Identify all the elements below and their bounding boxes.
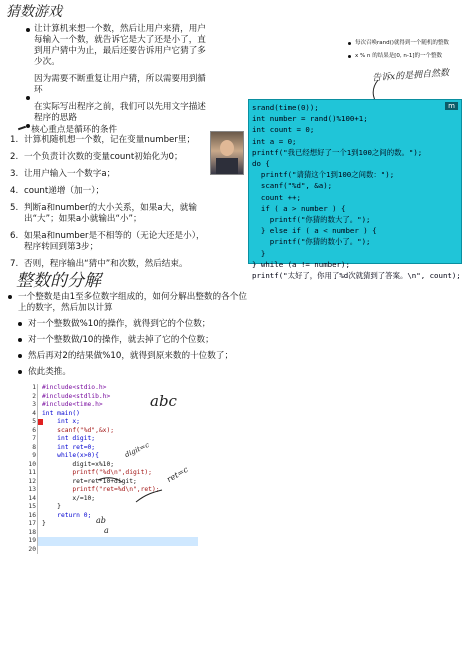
code-line: int count = 0; <box>252 125 315 135</box>
steps-list <box>10 135 210 276</box>
bullet-dot <box>26 96 30 100</box>
code-line: printf("我已经想好了一个1到100之间的数。"); <box>252 147 423 157</box>
step-number: 7. <box>10 259 19 269</box>
code-line: while(x>0){ <box>42 452 99 459</box>
step-number: 2. <box>10 152 19 162</box>
line-number: 12 <box>28 477 36 485</box>
code-line: scanf("%d", &a); <box>252 181 333 191</box>
right-note-1: 每次召唤rand()就得到一个随机的整数 <box>355 40 449 46</box>
page-title: 猜数游戏 <box>6 4 62 20</box>
code-line: int number = rand()%100+1; <box>252 114 368 124</box>
line-number: 14 <box>28 494 36 502</box>
decompose-text-1: 一个整数是由1至多位数字组成的，如何分解出整数的各个位上的数字，然后加以计算 <box>18 292 247 313</box>
code-line: printf("你猜的数小了。"); <box>252 237 371 247</box>
bullet-dot <box>26 28 30 32</box>
code-line: printf("请猜这个1到100之间数："); <box>252 170 395 180</box>
code-line: x/=10; <box>42 494 96 502</box>
code-line: return 0; <box>42 511 92 519</box>
bullet-dot <box>18 370 22 374</box>
right-notes <box>348 40 472 60</box>
code-line: #include<stdlib.h> <box>42 392 111 400</box>
line-number: 1 <box>32 384 36 391</box>
bullet-dot <box>348 55 351 58</box>
code-line: if ( a > number ) { <box>252 203 346 213</box>
annotation-a: a <box>104 526 109 535</box>
bullet-dot <box>348 42 351 45</box>
code-line: int ret=0; <box>42 443 96 451</box>
code-line: } else if ( a < number ) { <box>252 226 377 236</box>
line-number: 4 <box>32 409 36 417</box>
code-line: do { <box>252 159 270 169</box>
code-line: scanf("%d",&x); <box>42 426 115 434</box>
line-number: 17 <box>28 520 36 527</box>
annotation-ab: ab <box>96 516 106 525</box>
line-number: 7 <box>32 435 36 442</box>
instructor-photo <box>210 131 244 175</box>
code-line: } <box>42 503 61 510</box>
line-number: 2 <box>32 392 36 400</box>
step-text: 让用户输入一个数字a； <box>24 169 116 179</box>
avatar-body <box>216 158 238 174</box>
core-note-text: 核心重点是循环的条件 <box>31 125 118 135</box>
decompose-text-4: 然后再对2的结果做%10，就得到原来数的十位数了； <box>28 351 234 361</box>
line-number: 13 <box>28 486 36 493</box>
panel-badge: m <box>445 102 458 110</box>
line-number: 5 <box>32 418 36 425</box>
annotation-abc: abc <box>150 392 177 410</box>
step-text: 计算机随机想一个数，记在变量number里； <box>24 135 196 145</box>
step-text: count递增（加一）； <box>24 186 105 196</box>
code-line: } <box>252 248 266 258</box>
code-line: digit=x%10; <box>42 460 115 468</box>
code-line: } <box>42 520 46 527</box>
line-number: 19 <box>28 537 36 544</box>
handwritten-note: 告诉x的是拥自然数 <box>371 68 450 84</box>
code-panel <box>248 99 462 281</box>
step-number: 6. <box>10 231 19 241</box>
bullet-dot <box>18 338 22 342</box>
decompose-list <box>8 292 248 378</box>
code-line: #include<time.h> <box>42 401 103 408</box>
line-number: 10 <box>28 460 36 468</box>
line-number: 15 <box>28 503 36 510</box>
code-line: srand(time(0)); <box>252 103 319 112</box>
decompose-text-2: 对一个整数做%10的操作，就得到它的个位数； <box>28 319 211 329</box>
line-number: 9 <box>32 452 36 459</box>
bullet-dot <box>8 295 12 299</box>
line-number: 3 <box>32 401 36 408</box>
code-line: int digit; <box>42 435 96 442</box>
code-line: int x; <box>42 418 80 425</box>
step-number: 1. <box>10 135 19 145</box>
step-text: 如果a和number是不相等的（无论大还是小），程序转回到第3步； <box>24 231 205 252</box>
bullet-dot <box>18 322 22 326</box>
step-number: 3. <box>10 169 19 179</box>
code-line: int main() <box>42 409 80 417</box>
intro-list <box>22 24 214 124</box>
stroke <box>98 478 122 482</box>
annotation-strokes <box>96 472 176 552</box>
code-line: } while (a != number); <box>252 259 350 269</box>
line-number: 8 <box>32 443 36 451</box>
annotation-digit: digit=c <box>123 440 151 460</box>
annotation-ret: ret=c <box>165 464 190 485</box>
code-line: printf("太好了，你用了%d次就猜到了答案。\n", count); <box>252 271 461 281</box>
gutter-divider <box>37 384 38 554</box>
right-note-2: x % n 的结果是[0, n-1]的一个整数 <box>355 53 442 59</box>
intro-text-3: 在实际写出程序之前，我们可以先用文字描述程序的思路 <box>34 102 206 123</box>
code-line: int a = 0; <box>252 136 297 146</box>
code-line: printf("你猜的数大了。"); <box>252 215 371 225</box>
code-line: printf("%d\n",digit); <box>42 469 152 476</box>
code-line: #include<stdio.h> <box>42 384 107 391</box>
line-number: 20 <box>28 545 36 553</box>
intro-text-2: 因为需要不断重复让用户猜，所以需要用到循环 <box>34 74 206 95</box>
step-number: 5. <box>10 203 19 213</box>
line-number: 18 <box>28 528 36 536</box>
step-text: 判断a和number的大小关系，如果a大，就输出“大”；如果a小就输出“小”； <box>24 203 197 224</box>
code-line: printf("ret=%d\n",ret); <box>42 486 160 493</box>
line-number: 6 <box>32 426 36 434</box>
avatar-face <box>220 140 234 156</box>
section-title: 整数的分解 <box>16 271 101 291</box>
decompose-text-5: 依此类推。 <box>28 367 71 377</box>
line-number: 11 <box>28 469 36 476</box>
step-text: 一个负责计次数的变量count初始化为0； <box>24 152 183 162</box>
stroke <box>136 490 162 502</box>
step-number: 4. <box>10 186 19 196</box>
step-text: 否则，程序输出“猜中”和次数，然后结束。 <box>24 259 188 269</box>
code-line: ret=ret*10+digit; <box>42 477 137 485</box>
core-note <box>18 117 117 136</box>
code-line: count ++; <box>252 192 301 202</box>
intro-text-1: 让计算机来想一个数，然后让用户来猜，用户每输入一个数，就告诉它是大了还是小了，直到用户猜中为止，最后还要告诉用户它猜了多少次。 <box>34 24 206 67</box>
line-number: 16 <box>28 511 36 519</box>
marker-icon <box>18 125 26 130</box>
decompose-text-3: 对一个整数做/10的操作，就去掉了它的个位数； <box>28 335 214 345</box>
bullet-dot <box>18 354 22 358</box>
